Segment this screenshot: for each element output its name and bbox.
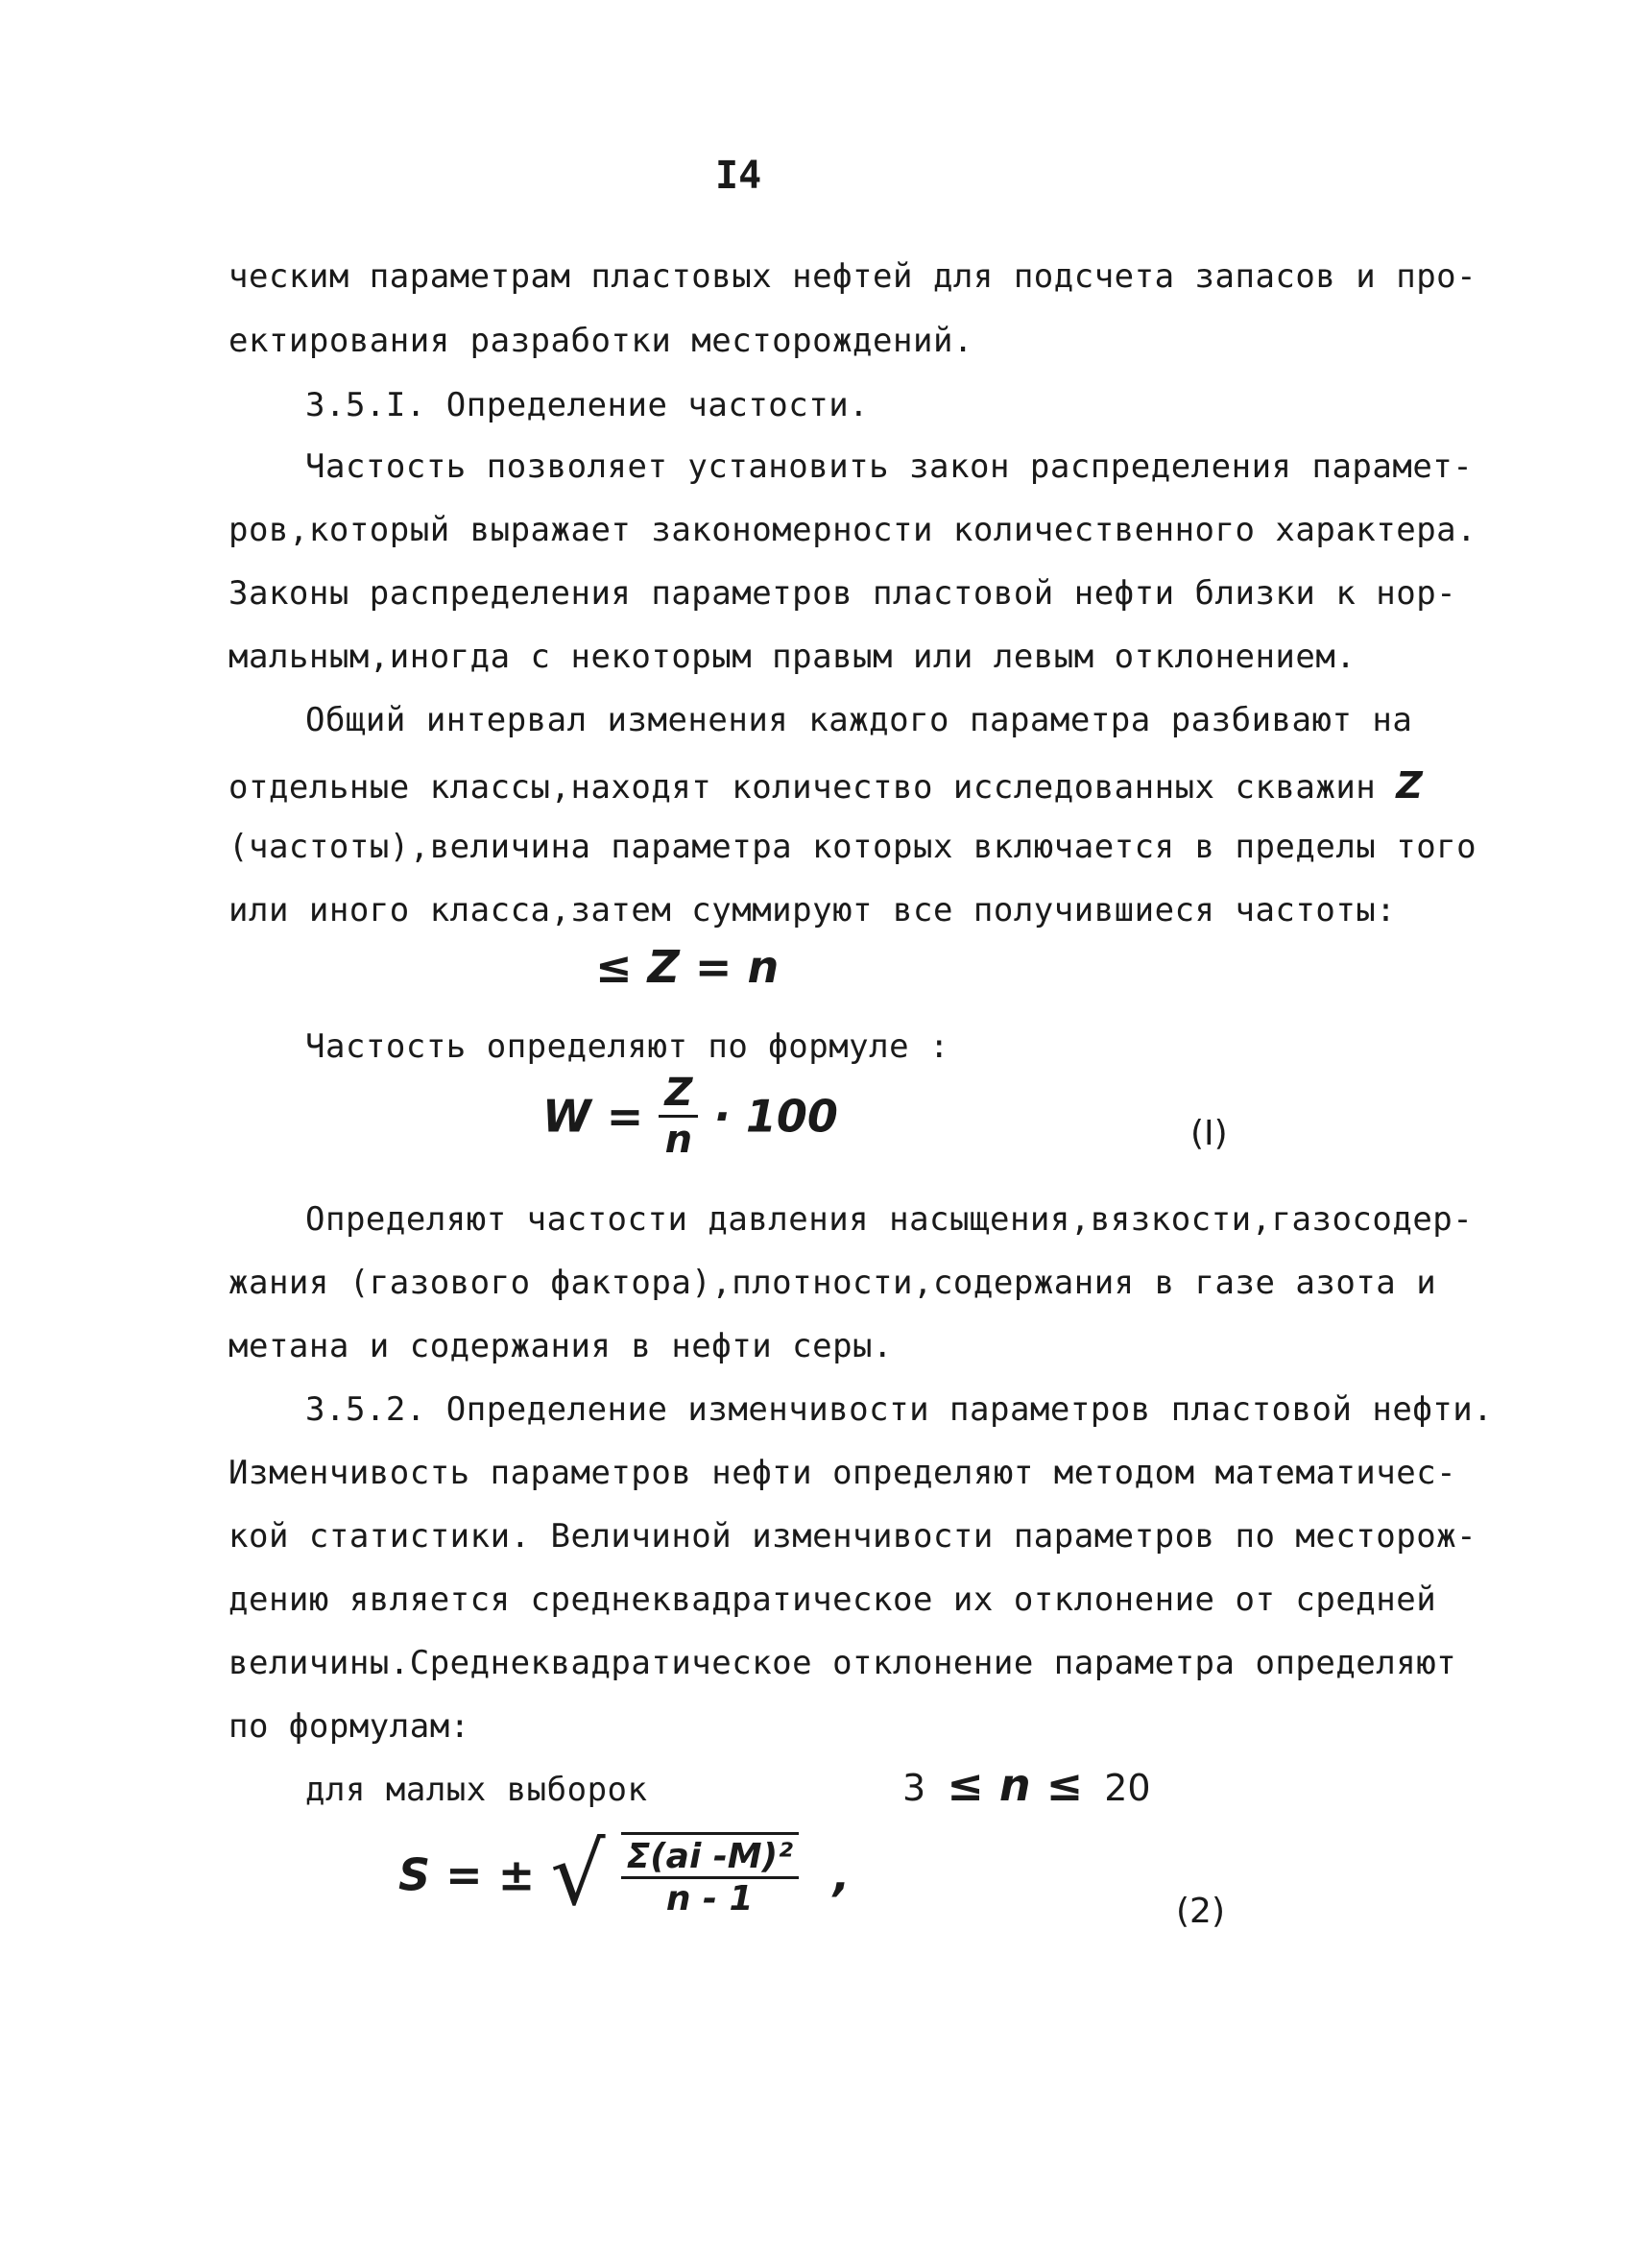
formula2-trail: ,: [832, 1848, 851, 1901]
para5-line3: метана и содержания в нефти серы.: [228, 1327, 894, 1365]
para6-line3: дению является среднеквадратическое их отклонение от средней: [228, 1580, 1437, 1619]
equation-number-2: (2): [1176, 1892, 1225, 1931]
formula-2: [398, 1824, 850, 1925]
small-samples-label: для малых выборок: [305, 1771, 648, 1809]
formula-sum: ≤ Z = n: [595, 941, 780, 993]
page-number: I4: [715, 154, 762, 198]
formula2-sqrt: [550, 1824, 799, 1925]
condition-mid: ≤ n ≤: [947, 1759, 1084, 1811]
para1-line1: ческим параметрам пластовых нефтей для подсчета запасов и про-: [228, 257, 1477, 296]
para1-line2: ектирования разработки месторождений.: [228, 322, 973, 360]
para2-line1: Частость позволяет установить закон распределения парамет-: [305, 447, 1474, 486]
para6-line2: кой статистики. Величиной изменчивости параметров по месторож-: [228, 1517, 1477, 1556]
equation-number-1: (I): [1190, 1114, 1228, 1153]
sqrt-icon: √: [550, 1824, 606, 1925]
sample-condition: [902, 1759, 1151, 1811]
para3-line4: или иного класса,затем суммируют все получившиеся частоты:: [228, 891, 1397, 929]
section-352-heading: 3.5.2. Определение изменчивости параметров пластовой нефти.: [305, 1390, 1494, 1429]
para2-line3: Законы распределения параметров пластовой нефти близки к нор-: [228, 574, 1457, 613]
para2-line2: ров,который выражает закономерности количественного характера.: [228, 511, 1477, 549]
z-symbol: Z: [1396, 764, 1424, 807]
condition-left: 3: [902, 1767, 926, 1809]
formula2-denominator: n - 1: [665, 1878, 754, 1918]
para3-line3: (частоты),величина параметра которых включается в пределы того: [228, 828, 1477, 866]
formula1-numerator: Z: [659, 1071, 698, 1118]
para5-line2: жания (газового фактора),плотности,содержания в газе азота и: [228, 1264, 1437, 1302]
para4: Частость определяют по формуле :: [305, 1027, 950, 1066]
condition-right: 20: [1104, 1767, 1151, 1809]
formula2-lhs: S = ±: [398, 1848, 536, 1901]
para3-line2-text: отдельные классы,находят количество исследованных скважин: [228, 768, 1377, 807]
para5-line1: Определяют частости давления насыщения,вязкости,газосодер-: [305, 1200, 1474, 1239]
para6-line5: по формулам:: [228, 1707, 470, 1746]
formula2-fraction: [621, 1837, 799, 1918]
formula-1: [542, 1071, 838, 1162]
formula1-multiplier: · 100: [713, 1090, 838, 1143]
formula1-fraction: [659, 1071, 698, 1162]
formula2-radicand: [621, 1832, 799, 1918]
formula1-lhs: W =: [542, 1090, 644, 1143]
formula1-denominator: n: [664, 1118, 693, 1162]
section-351-heading: 3.5.I. Определение частости.: [305, 386, 870, 424]
para2-line4: мальным,иногда с некоторым правым или левым отклонением.: [228, 638, 1357, 676]
para3-line1: Общий интервал изменения каждого параметра разбивают на: [305, 701, 1413, 739]
para6-line1: Изменчивость параметров нефти определяют методом математичес-: [228, 1454, 1457, 1492]
para3-line2: [228, 764, 1423, 807]
formula2-numerator: Σ(ai -M)²: [621, 1837, 799, 1879]
para6-line4: величины.Среднеквадратическое отклонение параметра определяют: [228, 1644, 1457, 1682]
